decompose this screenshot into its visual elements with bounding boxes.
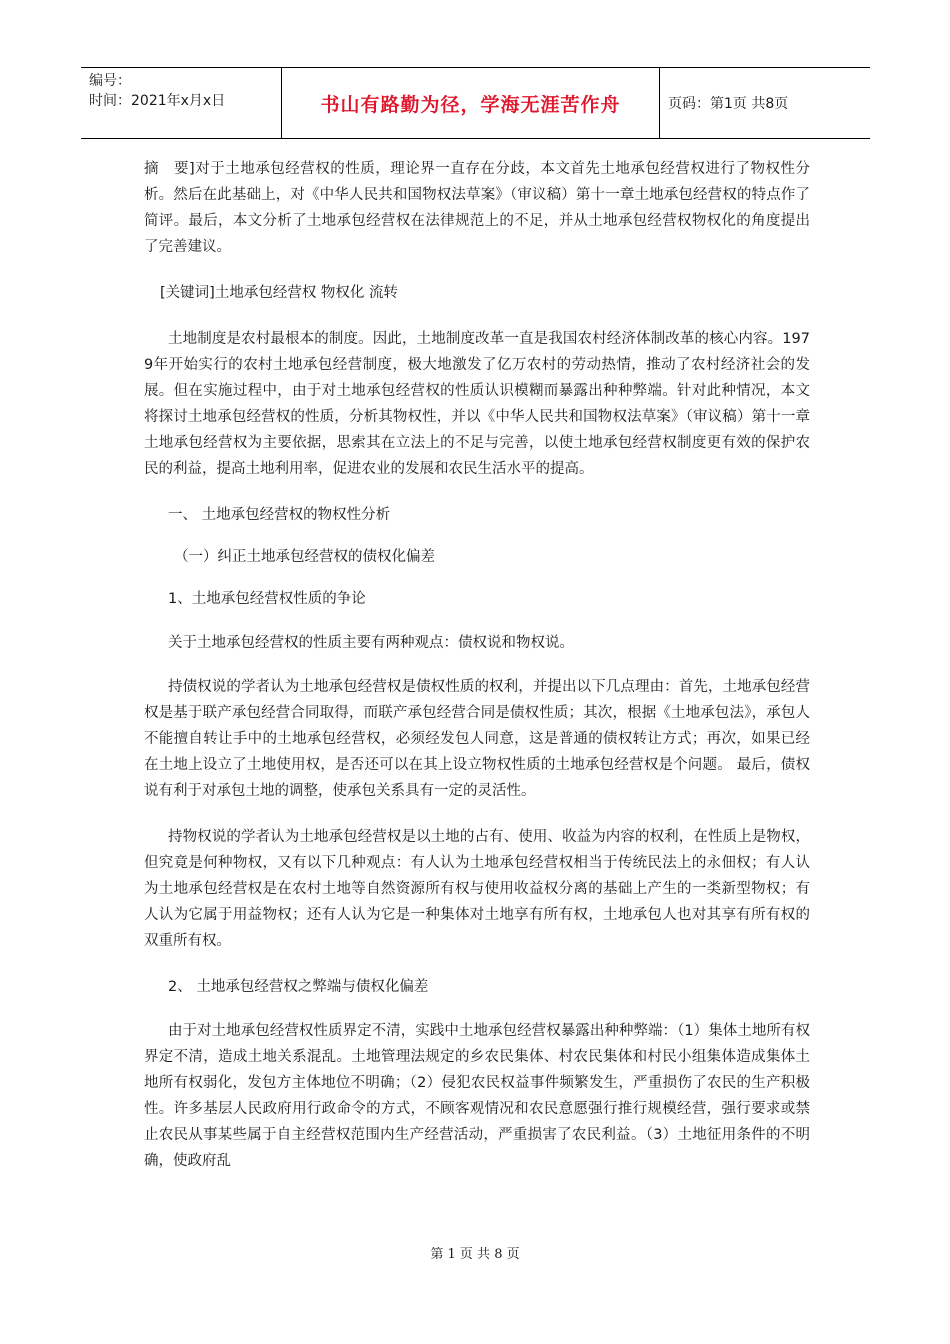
page-header <box>81 67 870 139</box>
header-meta <box>81 68 282 138</box>
document-date-label: 时间：2021年x月x日 <box>89 93 226 109</box>
header-page-cell <box>660 68 870 138</box>
header-motto: 书山有路勤为径，学海无涯苦作舟 <box>320 93 621 116</box>
heading-nature-debate: 1、土地承包经营权性质的争论 <box>168 591 366 607</box>
heading-drawbacks: 2、 土地承包经营权之弊端与债权化偏差 <box>168 979 429 995</box>
header-motto-cell <box>282 68 660 138</box>
property-theory-paragraph: 持物权说的学者认为土地承包经营权是以土地的占有、使用、收益为内容的权利，在性质上是物权，但究竟是何种物权，又有以下几种观点：有人认为土地承包经营权相当于传统民法上的永佃权；有人认为土地承包经营权是在农村土地等自然资源所有权与使用收益权分离的基础上产生的一类新型物权；有人认为它属于用益物权；还有人认为它是一种集体对土地享有所有权，土地承包人也对其享有所有权的双重所有权。 <box>144 829 810 949</box>
header-page-label: 页码：第1页 共8页 <box>668 96 789 112</box>
views-paragraph: 关于土地承包经营权的性质主要有两种观点：债权说和物权说。 <box>168 635 574 651</box>
page-footer: 第 1 页 共 8 页 <box>430 1247 520 1262</box>
debt-theory-paragraph: 持债权说的学者认为土地承包经营权是债权性质的权利，并提出以下几点理由：首先，土地承包经营权是基于联产承包经营合同取得，而联产承包经营合同是债权性质；其次，根据《土地承包法》，承包人不能擅自转让手中的土地承包经营权，必须经发包人同意，这是普通的债权转让方式；再次，如果已经在土地上设立了土地使用权，是否还可以在其上设立物权性质的土地承包经营权是个问题。 最后，债权说有利于对承包土地的调整，使承包关系具有一定的灵活性。 <box>144 679 810 799</box>
section-heading: 一、 土地承包经营权的物权性分析 <box>168 507 391 523</box>
subsection-heading: （一）纠正土地承包经营权的债权化偏差 <box>174 549 435 565</box>
document-number-label: 编号： <box>89 73 131 89</box>
drawbacks-paragraph: 由于对土地承包经营权性质界定不清，实践中土地承包经营权暴露出种种弊端：（1）集体土地所有权界定不清，造成土地关系混乱。土地管理法规定的乡农民集体、村农民集体和村民小组集体造成集体土地所有权弱化，发包方主体地位不明确；（2）侵犯农民权益事件频繁发生，严重损伤了农民的生产积极性。许多基层人民政府用行政命令的方式，不顾客观情况和农民意愿强行推行规模经营，强行要求或禁止农民从事某些属于自主经营权范围内生产经营活动，严重损害了农民利益。（3）土地征用条件的不明确，使政府乱 <box>144 1023 810 1169</box>
keywords-line: [关键词]土地承包经营权 物权化 流转 <box>160 285 399 301</box>
abstract-paragraph: 摘 要]对于土地承包经营权的性质，理论界一直存在分歧，本文首先土地承包经营权进行了物权性分析。然后在此基础上，对《中华人民共和国物权法草案》（审议稿）第十一章土地承包经营权的特点作了简评。最后，本文分析了土地承包经营权在法律规范上的不足，并从土地承包经营权物权化的角度提出了完善建议。 <box>144 161 810 255</box>
intro-paragraph: 土地制度是农村最根本的制度。因此，土地制度改革一直是我国农村经济体制改革的核心内容。1979年开始实行的农村土地承包经营制度，极大地激发了亿万农村的劳动热情，推动了农村经济社会的发展。但在实施过程中，由于对土地承包经营权的性质认识模糊而暴露出种种弊端。针对此种情况，本文将探讨土地承包经营权的性质，分析其物权性，并以《中华人民共和国物权法草案》（审议稿）第十一章土地承包经营权为主要依据，思索其在立法上的不足与完善，以使土地承包经营权制度更有效的保护农民的利益，提高土地利用率，促进农业的发展和农民生活水平的提高。 <box>144 331 810 477</box>
document-body <box>144 156 810 1174</box>
